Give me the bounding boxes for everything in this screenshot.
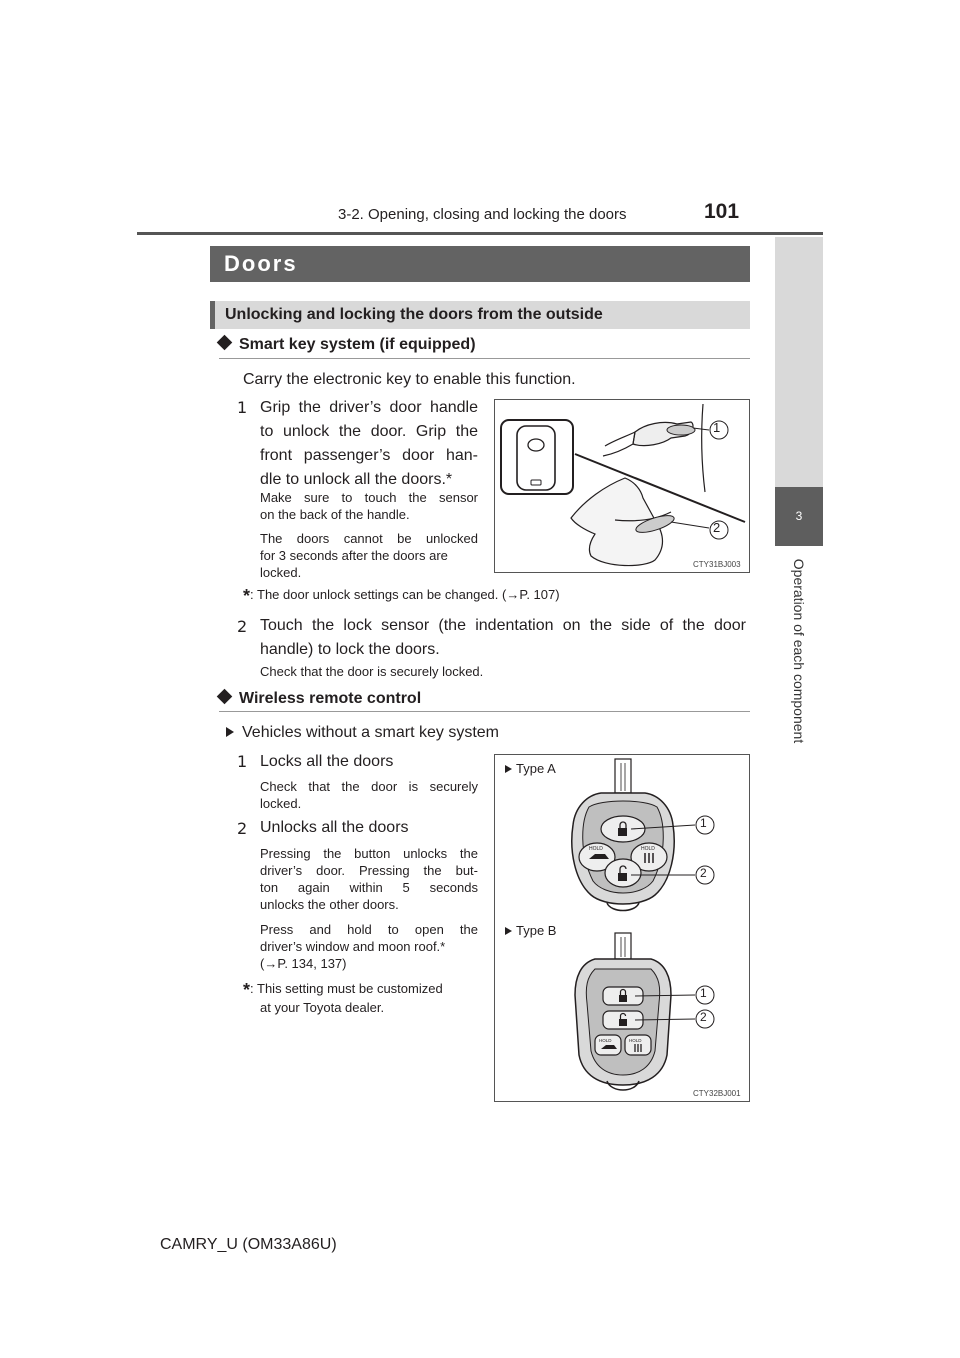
text-line: ton again within 5 seconds — [260, 880, 478, 895]
subtitle-bar — [210, 301, 750, 329]
smart-key-intro: Carry the electronic key to enable this function. — [243, 371, 576, 388]
svg-text:HOLD: HOLD — [599, 1038, 612, 1043]
text-line: unlocks the other doors. — [260, 897, 399, 912]
step-number: 1 — [237, 398, 248, 417]
callout-1: 1 — [700, 986, 707, 1000]
smart-key-step2-note: Check that the door is securely locked. — [260, 664, 484, 679]
page-title: Doors — [224, 251, 298, 276]
smart-key-heading — [219, 336, 476, 354]
callout-1: 1 — [713, 420, 721, 435]
chapter-title: Operation of each component — [791, 558, 807, 744]
diamond-bullet-icon — [217, 689, 233, 705]
page-title-bar — [210, 246, 750, 282]
heading-rule — [219, 358, 750, 359]
remote-figure — [494, 754, 750, 1102]
text-line: Touch the lock sensor (the indentation on the side of the door — [260, 617, 746, 634]
remote-heading — [219, 690, 421, 708]
step-number: 2 — [237, 819, 248, 838]
text-line: on the back of the handle. — [260, 507, 410, 522]
text-line: to unlock the door. Grip the — [260, 423, 478, 440]
header-rule — [137, 232, 823, 235]
heading-rule — [219, 711, 750, 712]
remote-step2-text: Unlocks all the doors — [260, 819, 409, 836]
footnote-star: * — [243, 586, 251, 606]
text-line: Press and hold to open the — [260, 922, 478, 937]
smart-key-heading-text: Smart key system (if equipped) — [239, 336, 476, 353]
remote-step1-note — [260, 778, 478, 812]
smart-key-step1-note1 — [260, 489, 478, 523]
header-section-title: 3-2. Opening, closing and locking the doors — [338, 206, 627, 223]
type-a-text: Type A — [516, 761, 556, 776]
smart-key-step1-note2 — [260, 530, 478, 581]
text-line: front passenger’s door han- — [260, 447, 478, 464]
figure-code: CTY31BJ003 — [693, 560, 741, 569]
callout-1: 1 — [700, 816, 707, 830]
smart-key-footnote — [243, 586, 560, 605]
svg-text:HOLD: HOLD — [629, 1038, 642, 1043]
text-line: Grip the driver’s door handle — [260, 399, 478, 416]
remote-step2-note2 — [260, 921, 478, 972]
footnote-text: at your Toyota dealer. — [260, 1000, 385, 1015]
door-handle-illustration — [495, 400, 749, 572]
smart-key-step1-text — [260, 396, 478, 492]
footnote-star: * — [243, 980, 251, 1000]
callout-2: 2 — [700, 1010, 707, 1024]
text-line: locked. — [260, 565, 302, 580]
text-line: Check that the door is securely — [260, 779, 478, 794]
smart-key-step2-text — [260, 614, 746, 662]
text-line: The doors cannot be unlocked — [260, 531, 478, 546]
remote-subhead-text: Vehicles without a smart key system — [242, 724, 499, 741]
footnote-text: : This setting must be customized — [250, 981, 443, 996]
footnote-text: : The door unlock settings can be changed. (→P. 107) — [250, 587, 560, 602]
smart-key-figure — [494, 399, 750, 573]
text-line: locked. — [260, 796, 302, 811]
remote-subhead — [226, 721, 499, 745]
remote-heading-text: Wireless remote control — [239, 690, 422, 707]
text-line: driver’s window and moon roof.* — [260, 939, 446, 954]
text-line: (→P. 134, 137) — [260, 956, 347, 971]
chapter-number-tab[interactable]: 3 — [775, 487, 823, 546]
text-line: handle) to lock the doors. — [260, 641, 440, 658]
subtitle: Unlocking and locking the doors from the outside — [225, 306, 603, 323]
step-number: 2 — [237, 617, 248, 636]
text-line: dle to unlock all the doors.* — [260, 471, 453, 488]
side-tab-background — [775, 237, 823, 487]
remote-step1-text: Locks all the doors — [260, 753, 394, 770]
diamond-bullet-icon — [217, 335, 233, 351]
text-line: driver’s door. Pressing the but- — [260, 863, 478, 878]
remote-step2-note1 — [260, 845, 478, 913]
type-b-text: Type B — [516, 923, 557, 938]
text-line: Pressing the button unlocks the — [260, 846, 478, 861]
figure-code: CTY32BJ001 — [693, 1089, 741, 1098]
svg-text:HOLD: HOLD — [641, 846, 655, 852]
chapter-title-tab[interactable] — [775, 546, 823, 746]
text-line: Make sure to touch the sensor — [260, 490, 478, 505]
callout-2: 2 — [700, 866, 707, 880]
callout-2: 2 — [713, 520, 721, 535]
step-number: 1 — [237, 752, 248, 771]
triangle-bullet-icon — [226, 727, 234, 737]
document-footer: CAMRY_U (OM33A86U) — [160, 1236, 337, 1253]
page-number: 101 — [704, 200, 740, 223]
remote-footnote — [243, 980, 483, 1016]
text-line: for 3 seconds after the doors are — [260, 548, 448, 563]
svg-text:HOLD: HOLD — [589, 846, 603, 852]
remote-illustrations — [495, 755, 749, 1101]
